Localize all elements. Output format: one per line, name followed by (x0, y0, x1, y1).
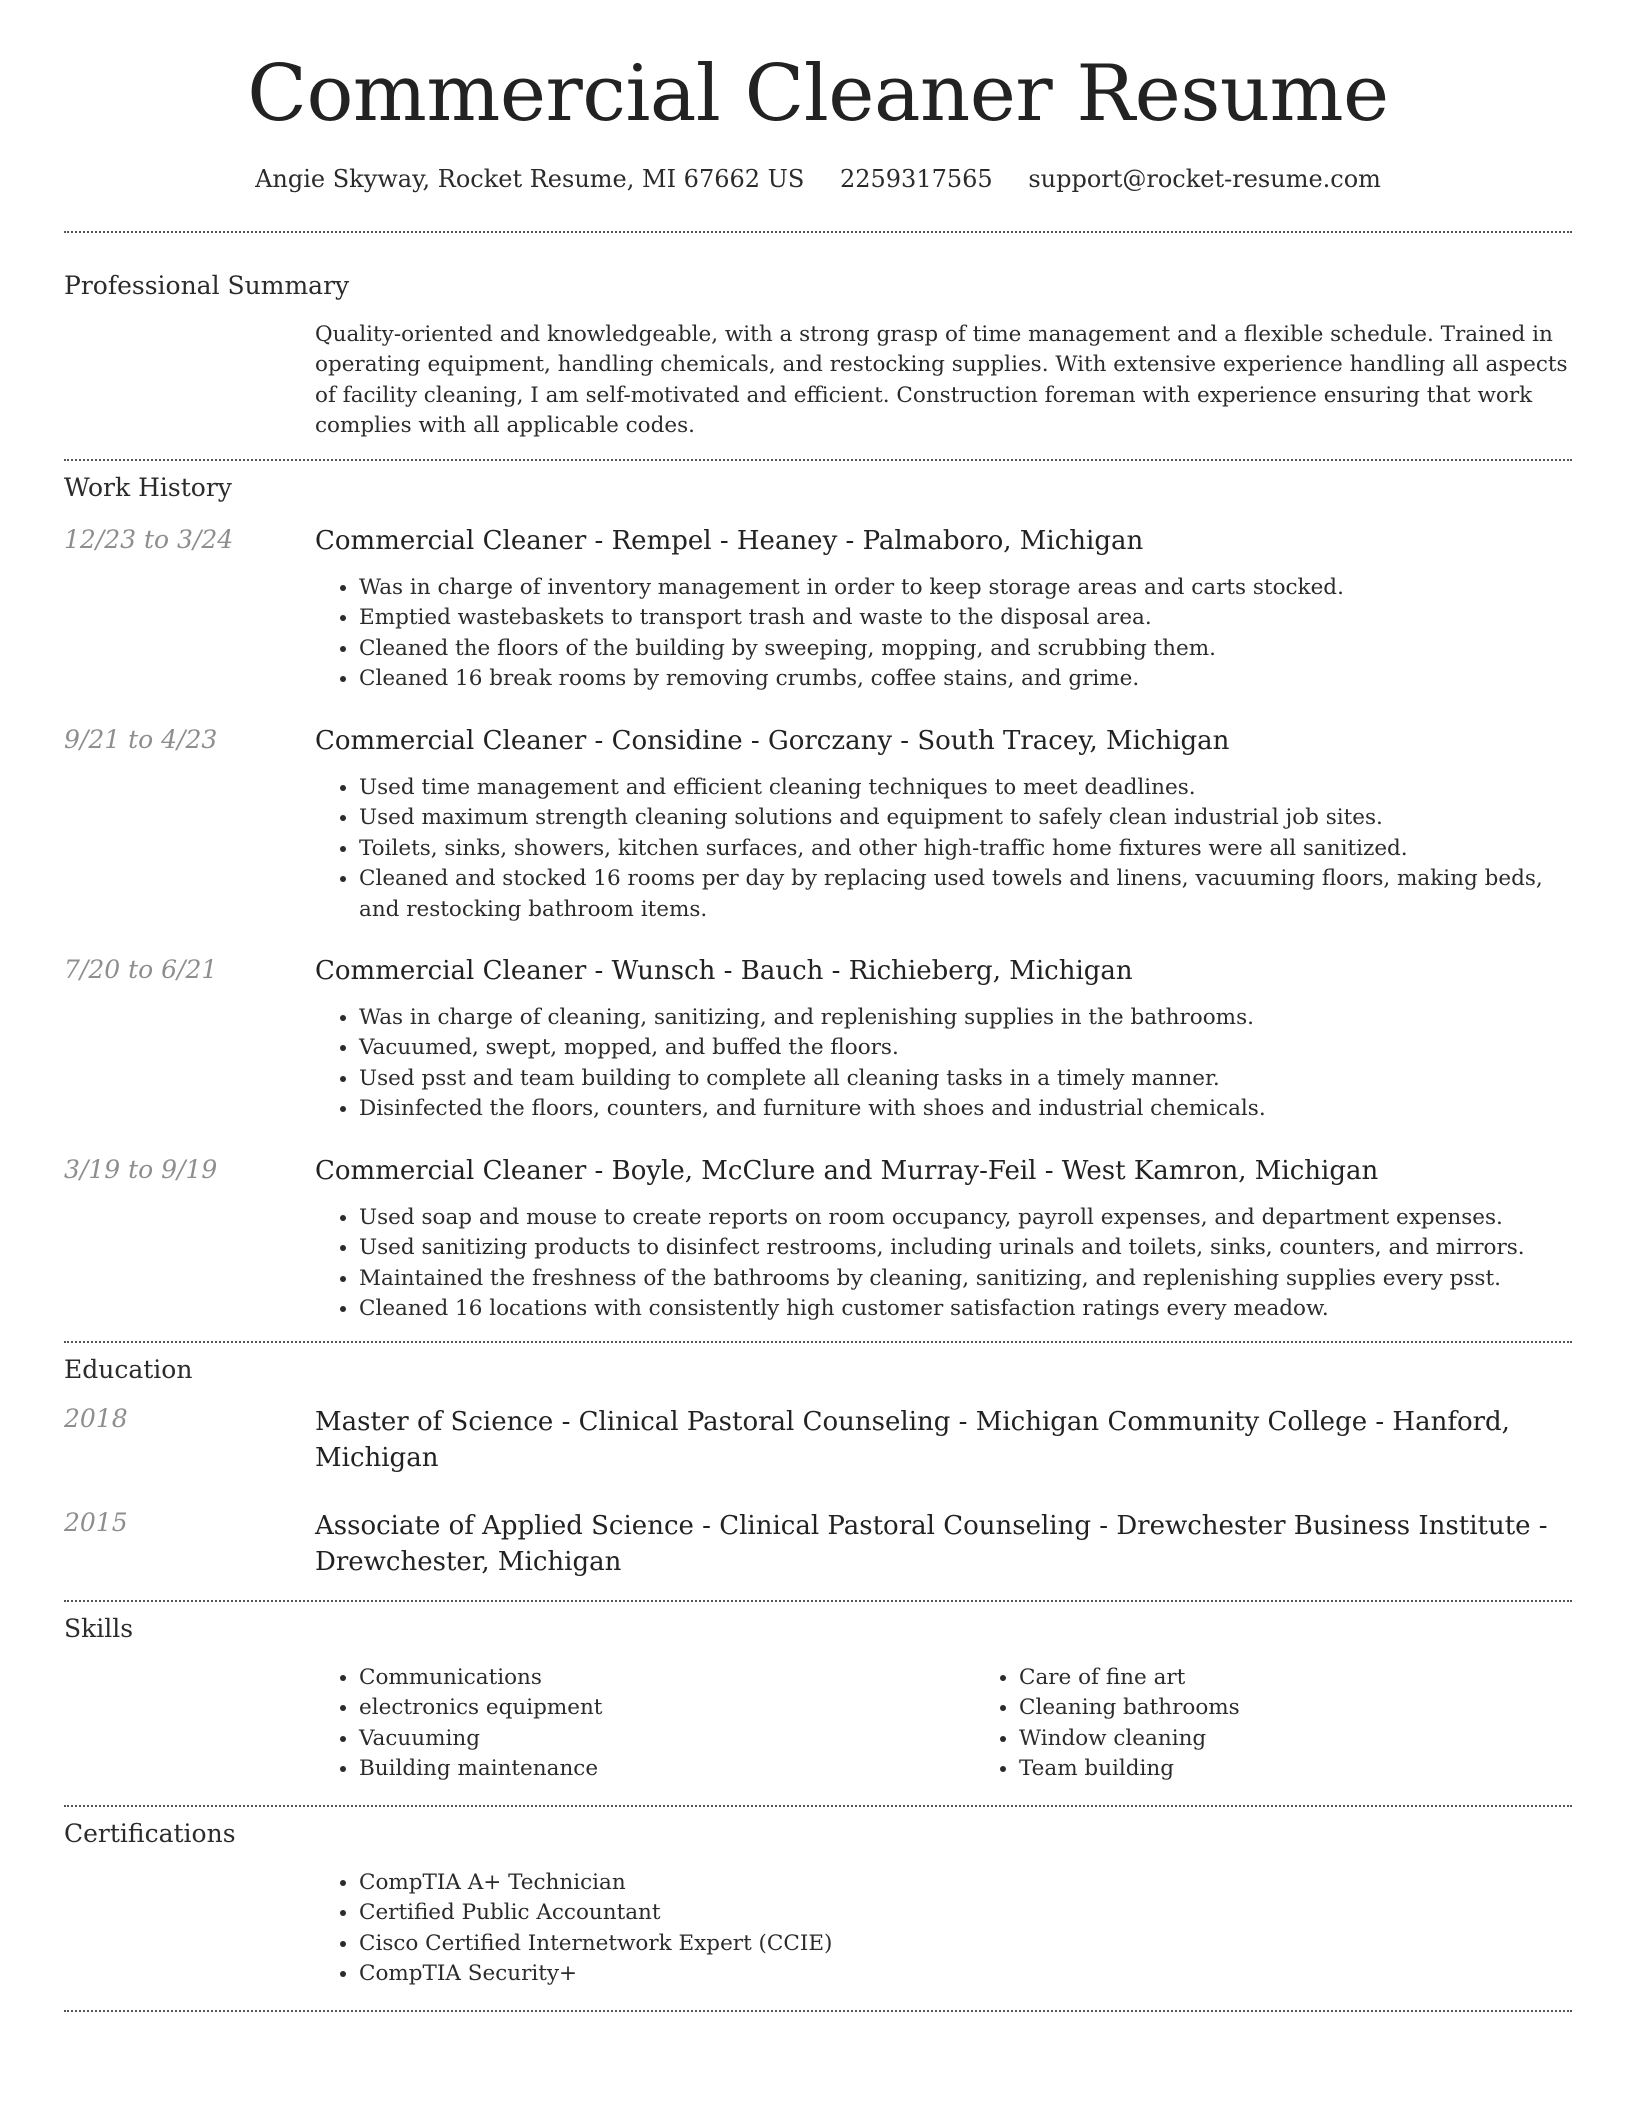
section-heading-work: Work History (64, 472, 232, 502)
job-entry (64, 525, 1572, 695)
summary-text: Quality-oriented and knowledgeable, with a strong grasp of time management and a flexible schedule. Trained in operating equipment, handling chemicals, and restocking supplies. With extensive experience handling all aspects of facility cleaning, I am self-motivated and efficient. Construction foreman with experience ensuring that work complies with all applicable codes. (315, 321, 1568, 439)
divider (64, 459, 1572, 461)
list-item: • Team building (1019, 1754, 1632, 1785)
skills-list-left (315, 1663, 975, 1785)
list-item: • Was in charge of cleaning, sanitizing, and replenishing supplies in the bathrooms. (359, 1003, 1572, 1034)
list-item: • Vacuumed, swept, mopped, and buffed the floors. (359, 1033, 1572, 1064)
job-title: Commercial Cleaner - Considine - Gorczany - South Tracey, Michigan (315, 725, 1230, 756)
contact-email[interactable]: support@rocket-resume.com (1028, 164, 1381, 193)
summary-section (64, 271, 1572, 442)
education-entry (64, 1404, 1572, 1476)
divider (64, 1600, 1572, 1602)
list-item: • Used soap and mouse to create reports on room occupancy, payroll expenses, and department expenses. (359, 1203, 1572, 1234)
job-entry (64, 1155, 1572, 1325)
list-item: • Emptied wastebaskets to transport trash and waste to the disposal area. (359, 603, 1572, 634)
education-section (64, 1355, 1572, 1580)
list-item: • CompTIA A+ Technician (359, 1868, 1572, 1899)
education-year: 2015 (64, 1507, 128, 1537)
job-bullets (315, 573, 1572, 695)
job-title: Commercial Cleaner - Rempel - Heaney - Palmaboro, Michigan (315, 525, 1144, 556)
divider (64, 1341, 1572, 1343)
list-item: • Certified Public Accountant (359, 1898, 1572, 1929)
skills-list-right (975, 1663, 1632, 1785)
list-item: • CompTIA Security+ (359, 1959, 1572, 1990)
section-heading-summary: Professional Summary (64, 270, 350, 300)
list-item: • Cisco Certified Internetwork Expert (CCIE) (359, 1929, 1572, 1960)
resume-page (64, 0, 1572, 2012)
list-item: • Cleaned the floors of the building by sweeping, mopping, and scrubbing them. (359, 634, 1572, 665)
section-heading-skills: Skills (64, 1613, 134, 1643)
list-item: • Care of fine art (1019, 1663, 1632, 1694)
education-text: Master of Science - Clinical Pastoral Counseling - Michigan Community College - Hanford, Michigan (315, 1406, 1510, 1473)
list-item: • Used sanitizing products to disinfect restrooms, including urinals and toilets, sinks, counters, and mirrors. (359, 1233, 1572, 1264)
list-item: • Cleaned and stocked 16 rooms per day by replacing used towels and linens, vacuuming floors, making beds, and restocking bathroom items. (359, 864, 1572, 925)
section-heading-education: Education (64, 1354, 193, 1384)
divider (64, 1805, 1572, 1807)
job-dates: 7/20 to 6/21 (64, 955, 218, 985)
work-history-section (64, 473, 1572, 1325)
list-item: • Cleaned 16 break rooms by removing crumbs, coffee stains, and grime. (359, 664, 1572, 695)
list-item: • Disinfected the floors, counters, and furniture with shoes and industrial chemicals. (359, 1094, 1572, 1125)
job-entry (64, 955, 1572, 1125)
list-item: • Communications (359, 1663, 975, 1694)
certifications-list (315, 1868, 1572, 1990)
list-item: • Building maintenance (359, 1754, 975, 1785)
list-item: • Cleaned 16 locations with consistently high customer satisfaction ratings every meadow. (359, 1294, 1572, 1325)
job-title: Commercial Cleaner - Boyle, McClure and Murray-Feil - West Kamron, Michigan (315, 1155, 1379, 1186)
divider (64, 231, 1572, 233)
education-year: 2018 (64, 1403, 128, 1433)
certifications-section (64, 1819, 1572, 1990)
divider (64, 2010, 1572, 2012)
job-entry (64, 725, 1572, 925)
list-item: • Was in charge of inventory management in order to keep storage areas and carts stocked. (359, 573, 1572, 604)
list-item: • Toilets, sinks, showers, kitchen surfaces, and other high-traffic home fixtures were all sanitized. (359, 834, 1572, 865)
education-entry (64, 1508, 1572, 1580)
section-heading-certifications: Certifications (64, 1818, 236, 1848)
list-item: • Window cleaning (1019, 1724, 1632, 1755)
job-dates: 12/23 to 3/24 (64, 524, 234, 554)
skills-section (64, 1614, 1572, 1785)
list-item: • Maintained the freshness of the bathrooms by cleaning, sanitizing, and replenishing supplies every psst. (359, 1264, 1572, 1295)
job-bullets (315, 1203, 1572, 1325)
list-item: • Cleaning bathrooms (1019, 1693, 1632, 1724)
list-item: • Used psst and team building to complete all cleaning tasks in a timely manner. (359, 1064, 1572, 1095)
job-dates: 9/21 to 4/23 (64, 724, 218, 754)
contact-address: Angie Skyway, Rocket Resume, MI 67662 US (255, 164, 805, 193)
education-text: Associate of Applied Science - Clinical Pastoral Counseling - Drewchester Business Institute - Drewchester, Michigan (315, 1510, 1548, 1577)
job-title: Commercial Cleaner - Wunsch - Bauch - Richieberg, Michigan (315, 956, 1133, 987)
job-dates: 3/19 to 9/19 (64, 1154, 218, 1184)
job-bullets (315, 1003, 1572, 1125)
contact-phone: 2259317565 (839, 164, 993, 193)
list-item: • Used maximum strength cleaning solutions and equipment to safely clean industrial job sites. (359, 803, 1572, 834)
job-bullets (315, 773, 1572, 926)
contact-line (64, 164, 1572, 195)
page-title: Commercial Cleaner Resume (247, 49, 1389, 139)
list-item: • Used time management and efficient cleaning techniques to meet deadlines. (359, 773, 1572, 804)
list-item: • electronics equipment (359, 1693, 975, 1724)
list-item: • Vacuuming (359, 1724, 975, 1755)
